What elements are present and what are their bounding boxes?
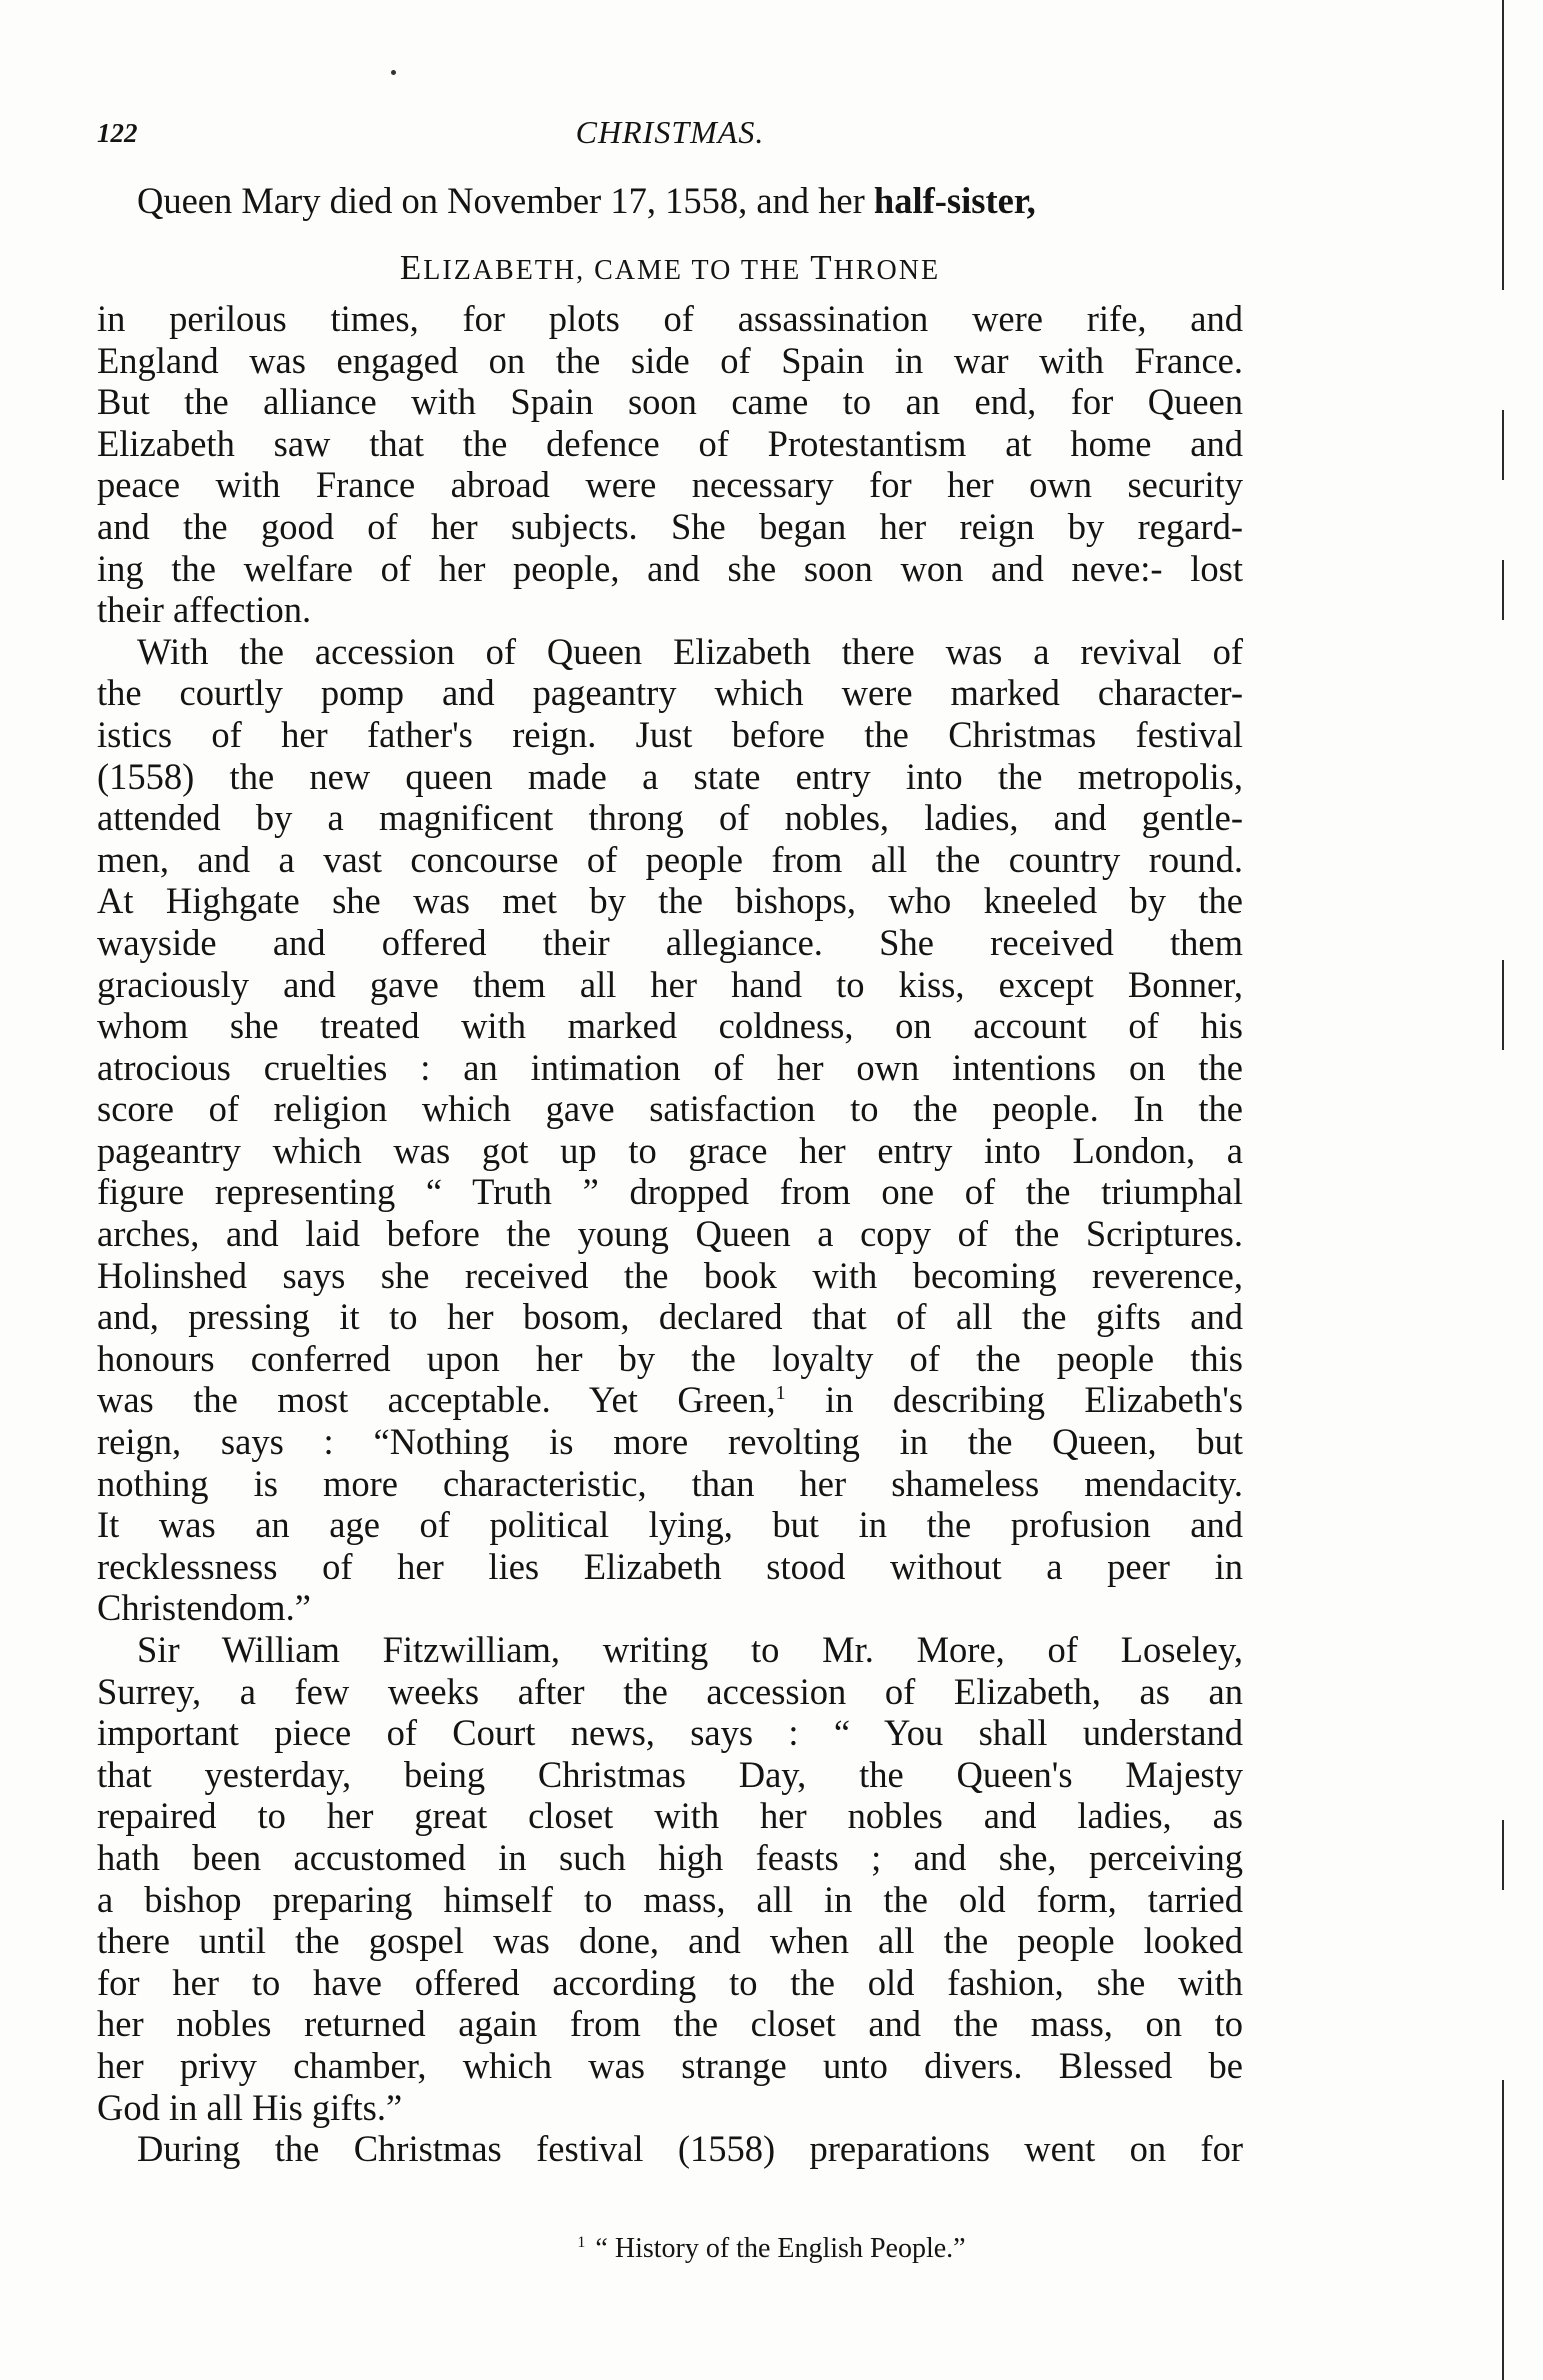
heading-cap-e: E (399, 248, 424, 287)
paragraph-4 (97, 2128, 1243, 2170)
paragraph-1 (97, 298, 1243, 631)
text-line: istics of her father's reign. Just before the Christmas festival (97, 713, 1243, 755)
page-edge-line (1502, 960, 1504, 1050)
section-heading (97, 232, 1243, 298)
line-segment: in describing Elizabeth's (785, 1379, 1243, 1421)
text-line: score of religion which gave satisfaction to the people. In the (97, 1088, 1243, 1130)
body-text (97, 180, 1243, 2170)
text-line: God in all His gifts.” (97, 2086, 403, 2128)
text-line: England was engaged on the side of Spain in war with France. (97, 339, 1243, 381)
text-line: figure representing “ Truth ” dropped from one of the triumphal (97, 1171, 1243, 1213)
paragraph-3 (97, 1629, 1243, 2128)
text-line: and, pressing it to her bosom, declared that of all the gifts and (97, 1296, 1243, 1338)
text-line: atrocious cruelties : an intimation of her own intentions on the (97, 1046, 1243, 1088)
text-line: men, and a vast concourse of people from all the country round. (97, 838, 1243, 880)
text-line: Sir William Fitzwilliam, writing to Mr. More, of Loseley, (137, 1629, 1243, 1670)
text-line: During the Christmas festival (1558) preparations went on for (137, 2128, 1243, 2170)
text-line: ing the welfare of her people, and she soon won and neve:- lost (97, 547, 1243, 589)
opening-bold-text: half-sister, (873, 180, 1036, 221)
text-line: Holinshed says she received the book with becoming reverence, (97, 1254, 1243, 1296)
text-line: whom she treated with marked coldness, on account of his (97, 1005, 1243, 1047)
running-head: CHRISTMAS. (575, 114, 765, 150)
footnote-text: “ History of the English People.” (595, 2233, 966, 2264)
text-line: attended by a magnificent throng of nobles, ladies, and gentle- (97, 797, 1243, 839)
text-line: arches, and laid before the young Queen a copy of the Scriptures. (97, 1213, 1243, 1255)
page-edge-line (1502, 0, 1504, 290)
text-line: peace with France abroad were necessary for her own security (97, 464, 1243, 506)
text-line: honours conferred upon her by the loyalty of the people this (97, 1337, 1243, 1379)
text-line: her nobles returned again from the closet and the mass, on to (97, 2003, 1243, 2045)
paragraph-2 (97, 631, 1243, 1629)
text-line: important piece of Court news, says : “ You shall understand (97, 1712, 1243, 1754)
text-line: It was an age of political lying, but in the profusion and (97, 1504, 1243, 1546)
text-line: pageantry which was got up to grace her entry into London, a (97, 1129, 1243, 1171)
text-line: (1558) the new queen made a state entry into the metropolis, (97, 755, 1243, 797)
footnote-reference[interactable]: 1 (775, 1382, 786, 1405)
opening-line (97, 180, 1243, 232)
text-line-with-footnote-ref (97, 1379, 1243, 1421)
page-edge-line (1502, 2080, 1504, 2380)
text-line: repaired to her great closet with her nobles and ladies, as (97, 1795, 1243, 1837)
page-edge-line (1502, 1820, 1504, 1890)
text-line: that yesterday, being Christmas Day, the Queen's Majesty (97, 1753, 1243, 1795)
page-number: 122 (97, 118, 138, 148)
text-line: Surrey, a few weeks after the accession of Elizabeth, as an (97, 1670, 1243, 1712)
footnote (0, 2233, 1543, 2265)
page-edge-line (1502, 560, 1504, 620)
text-line: reign, says : “Nothing is more revolting in the Queen, but (97, 1421, 1243, 1463)
text-line: wayside and offered their allegiance. She received them (97, 921, 1243, 963)
line-segment: was the most acceptable. Yet Green, (97, 1379, 776, 1421)
page-edge-line (1502, 410, 1504, 480)
heading-cap-t: T (810, 248, 834, 287)
heading-tail: HRONE (833, 255, 941, 286)
text-line: and the good of her subjects. She began her reign by regard- (97, 505, 1243, 547)
heading-rest: LIZABETH, CAME TO THE (423, 255, 811, 286)
text-line: a bishop preparing himself to mass, all in the old form, tarried (97, 1878, 1243, 1920)
text-line: With the accession of Queen Elizabeth there was a revival of (137, 630, 1243, 672)
opening-text: Queen Mary died on November 17, 1558, and her (137, 180, 874, 221)
text-line: recklessness of her lies Elizabeth stood without a peer in (97, 1545, 1243, 1587)
page-header (97, 114, 1243, 158)
text-line: in perilous times, for plots of assassination were rife, and (97, 298, 1243, 339)
text-line: graciously and gave them all her hand to kiss, except Bonner, (97, 963, 1243, 1005)
text-line: Elizabeth saw that the defence of Protestantism at home and (97, 422, 1243, 464)
text-line: At Highgate she was met by the bishops, who kneeled by the (97, 880, 1243, 922)
footnote-marker: 1 (577, 2233, 586, 2251)
text-line: But the alliance with Spain soon came to an end, for Queen (97, 381, 1243, 423)
text-line: for her to have offered according to the old fashion, she with (97, 1961, 1243, 2003)
text-line: her privy chamber, which was strange unto divers. Blessed be (97, 2044, 1243, 2086)
text-line: hath been accustomed in such high feasts ; and she, perceiving (97, 1836, 1243, 1878)
text-line: their affection. (97, 589, 312, 631)
ink-speck (391, 70, 396, 75)
text-line: Christendom.” (97, 1587, 311, 1629)
text-line: nothing is more characteristic, than her shameless mendacity. (97, 1462, 1243, 1504)
text-line: there until the gospel was done, and when all the people looked (97, 1920, 1243, 1962)
text-line: the courtly pomp and pageantry which were marked character- (97, 672, 1243, 714)
